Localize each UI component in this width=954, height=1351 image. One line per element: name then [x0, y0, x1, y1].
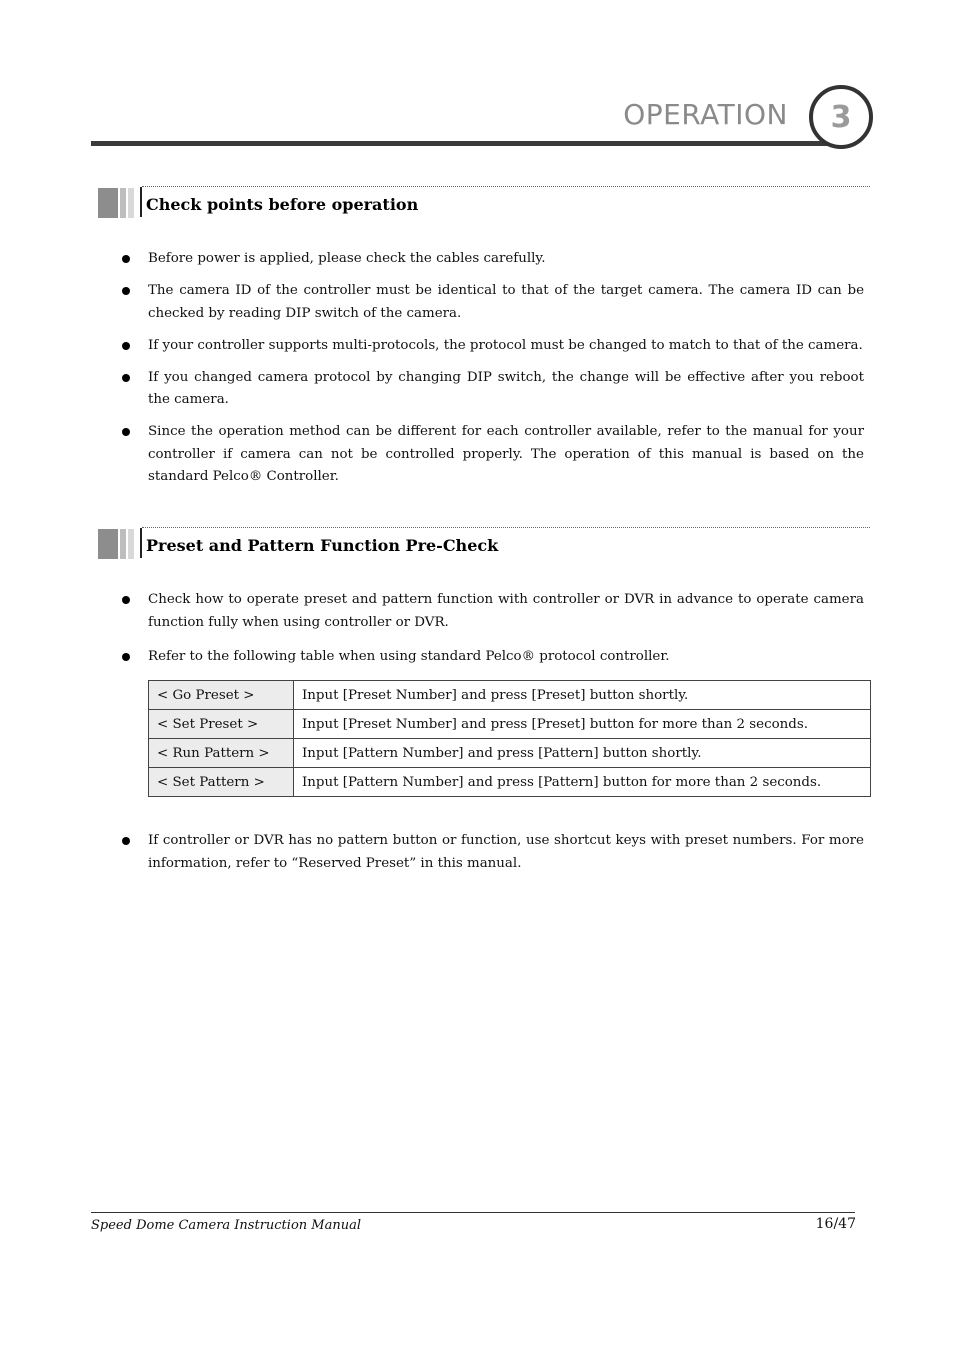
bullet-icon [122, 287, 130, 295]
bullet-icon [122, 342, 130, 350]
pelco-operation-table [148, 680, 871, 797]
table-row [149, 768, 871, 797]
section-title-preset-pattern: Preset and Pattern Function Pre-Check [146, 536, 499, 555]
bullet-icon [122, 374, 130, 382]
list-item: The camera ID of the controller must be identical to that of the target camera. The camera ID can be checked by reading DIP switch of the camera. [120, 280, 864, 325]
bullet-icon [122, 596, 130, 604]
list-item: If controller or DVR has no pattern button or function, use shortcut keys with preset numbers. For more information, refer to “Reserved Preset” in this manual. [120, 830, 864, 875]
list-item: Check how to operate preset and pattern function with controller or DVR in advance to operate camera function fully when using controller or DVR. [120, 589, 864, 634]
section-divider [142, 186, 870, 187]
list-item: If your controller supports multi-protocols, the protocol must be changed to match to that of the camera. [120, 335, 864, 358]
list-item: Before power is applied, please check the cables carefully. [120, 248, 864, 271]
table-value-cell: Input [Preset Number] and press [Preset] button for more than 2 seconds. [294, 710, 871, 739]
table-key-cell: < Go Preset > [149, 681, 294, 710]
header-rule [91, 141, 843, 146]
section-title-check-points: Check points before operation [146, 195, 419, 214]
bullet-icon [122, 255, 130, 263]
bullet-icon [122, 428, 130, 436]
table-key-cell: < Set Preset > [149, 710, 294, 739]
table-row [149, 710, 871, 739]
table-row [149, 739, 871, 768]
section-marker-icon [98, 529, 138, 559]
shortcut-note-list [120, 830, 864, 885]
bullet-icon [122, 653, 130, 661]
bullet-icon [122, 837, 130, 845]
list-item: If you changed camera protocol by changing DIP switch, the change will be effective after you reboot the camera. [120, 367, 864, 412]
chapter-title: OPERATION [623, 98, 788, 131]
table-row [149, 681, 871, 710]
footer-manual-title: Speed Dome Camera Instruction Manual [91, 1218, 361, 1233]
section-bar [140, 187, 142, 217]
table-value-cell: Input [Pattern Number] and press [Pattern] button for more than 2 seconds. [294, 768, 871, 797]
table-value-cell: Input [Preset Number] and press [Preset] button shortly. [294, 681, 871, 710]
section-marker-icon [98, 188, 138, 218]
table-key-cell: < Set Pattern > [149, 768, 294, 797]
list-item: Refer to the following table when using standard Pelco® protocol controller. [120, 646, 864, 669]
section-divider [142, 527, 870, 528]
preset-pattern-list [120, 589, 864, 678]
page-number: 16/47 [815, 1216, 856, 1232]
list-item: Since the operation method can be different for each controller available, refer to the manual for your controller if camera can not be controlled properly. The operation of this manual is based on the standard Pelco® Controller. [120, 421, 864, 489]
chapter-number-badge: 3 [809, 85, 873, 149]
table-key-cell: < Run Pattern > [149, 739, 294, 768]
check-points-list [120, 248, 864, 498]
footer-rule [91, 1212, 855, 1213]
section-bar [140, 528, 142, 558]
table-value-cell: Input [Pattern Number] and press [Pattern] button shortly. [294, 739, 871, 768]
